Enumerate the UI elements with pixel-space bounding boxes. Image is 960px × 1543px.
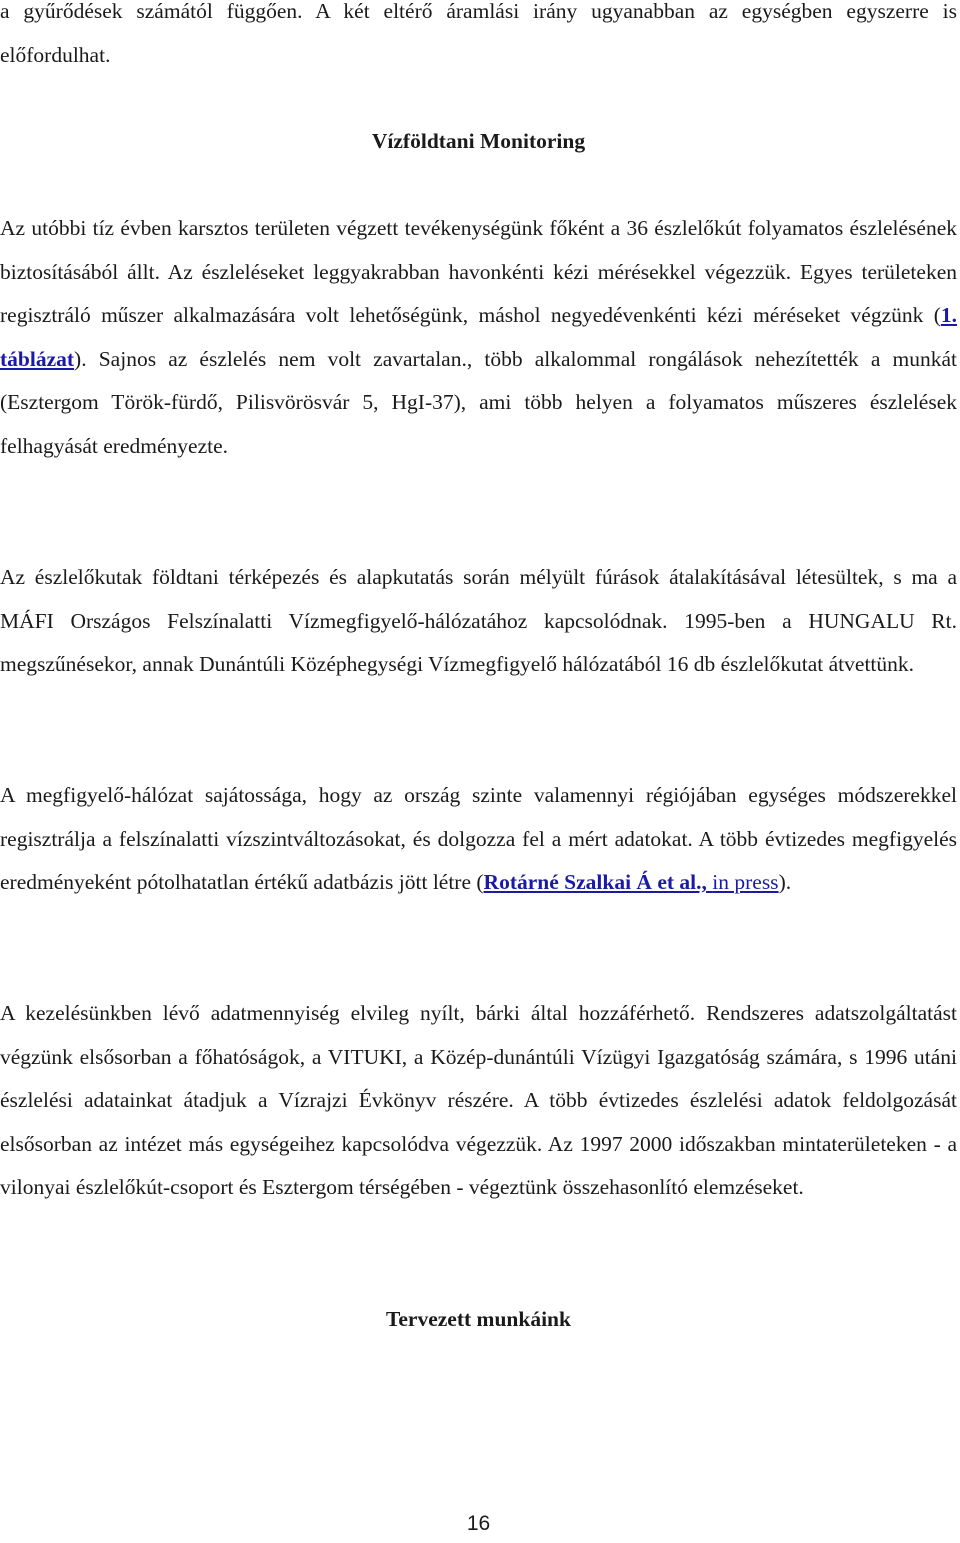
- heading-text: Vízföldtani Monitoring: [371, 129, 586, 153]
- table-1-link[interactable]: 1. táblázat: [0, 303, 957, 371]
- paragraph-data-access: [0, 992, 957, 1210]
- paragraph-text: A kezelésünkben lévő adatmennyiség elvileg nyílt, bárki által hozzáférhető. Rendszeres adatszolgáltatást végzünk elsősorban a főhatóságok, a VITUKI, a Közép-dunántúli Vízügyi Igazgatóság számára, s 1996 utáni észlelési adatainkat átadjuk a Vízrajzi Évkönyv részére. A több évtizedes észlelési adatok feldolgozását elsősorban az intézet más egységeihez kapcsolódva végezzük. Az 1997 2000 időszakban mintaterületeken - a vilonyai észlelőkút-csoport és Esztergom térségében - végeztünk összehasonlító elemzéseket.: [0, 1001, 957, 1200]
- paragraph-text-end: ). Sajnos az észlelés nem volt zavartalan., több alkalommal rongálások nehezítették a munkát (Esztergom Török-fürdő, Pilisvörösvár 5, HgI-37), ami több helyen a folyamatos műszeres észlelések felhagyását eredményezte.: [0, 346, 957, 458]
- reference-in-press-link[interactable]: in press: [712, 870, 779, 895]
- paragraph-monitoring-activity: [0, 207, 957, 469]
- paragraph-intro-text: a gyűrődések számától függően. A két eltérő áramlási irány ugyanabban az egységben egyszerre is előfordulhat.: [0, 0, 957, 67]
- paragraph-text: Az észlelőkutak földtani térképezés és alapkutatás során mélyült fúrások átalakításával létesültek, s ma a MÁFI Országos Felszínalatti Vízmegfigyelő-hálózatához kapcsolódnak. 1995-ben a HUNGALU Rt. megszűnésekor, annak Dunántúli Középhegységi Vízmegfigyelő hálózatából 16 db észlelőkutat átvettünk.: [0, 565, 957, 677]
- paragraph-text-end: ).: [778, 870, 792, 895]
- paragraph-observation-wells: [0, 556, 957, 687]
- heading-text: Tervezett munkáink: [386, 1307, 571, 1331]
- paragraph-text-start: Az utóbbi tíz évben karsztos területen végzett tevékenységünk főként a 36 észlelőkút folyamatos észlelésének biztosításából állt. Az észleléseket leggyakrabban havonkénti kézi mérésekkel végezzük. Egyes területeken regisztráló műszer alkalmazására volt lehetőségünk, máshol negyedévenkénti kézi méréseket végzünk (: [0, 216, 957, 328]
- paragraph-intro: [0, 0, 957, 77]
- section-heading-monitoring: [0, 120, 957, 164]
- page-number: 16: [466, 1512, 491, 1535]
- paragraph-text-start: A megfigyelő-hálózat sajátossága, hogy az ország szinte valamennyi régiójában egységes módszerekkel regisztrálja a felszínalatti vízszintváltozásokat, és dolgozza fel a mért adatokat. A több évtizedes megfigyelés eredményeként pótolhatatlan értékű adatbázis jött létre (: [0, 783, 957, 895]
- section-heading-planned-work: [0, 1298, 957, 1342]
- paragraph-network: [0, 774, 957, 905]
- reference-authors-link[interactable]: Rotárné Szalkai Á et al.,: [483, 870, 713, 895]
